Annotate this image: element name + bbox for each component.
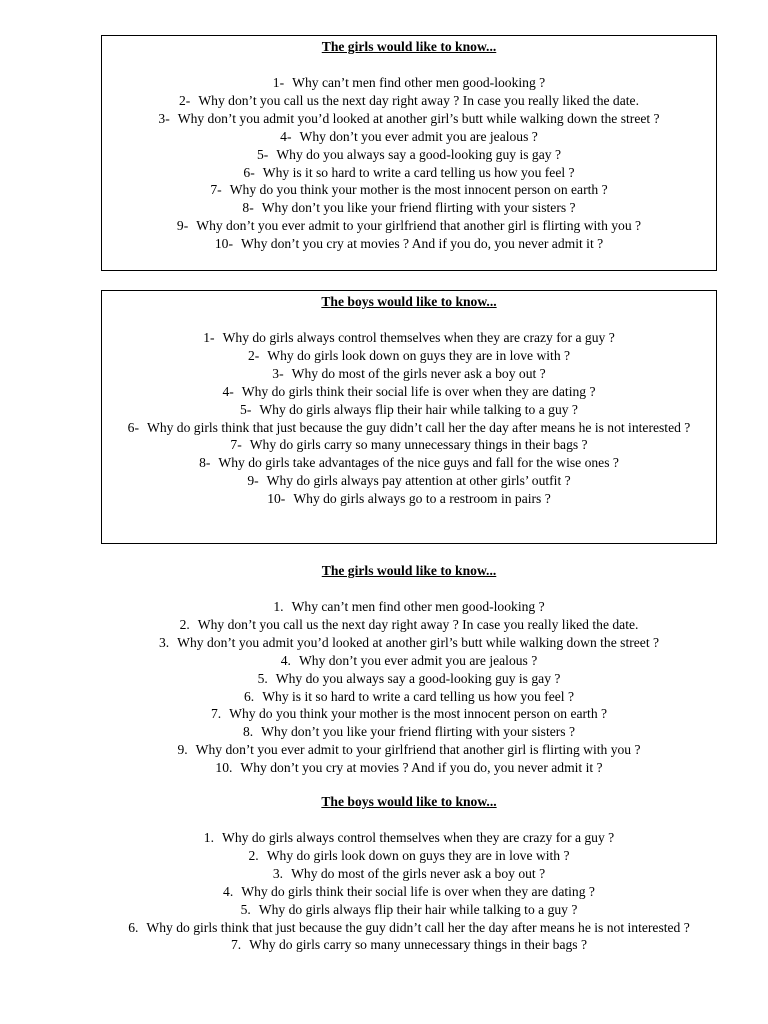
section-heading: The boys would like to know... xyxy=(321,794,497,809)
question-number: 1- xyxy=(203,330,215,345)
question-number: 8- xyxy=(199,455,211,471)
question-item xyxy=(102,383,716,401)
question-text: Why don’t you ever admit to your girlfriend that another girl is flirting with you ? xyxy=(196,218,642,234)
question-text: Why do girls always control themselves when they are crazy for a guy ? xyxy=(222,830,615,845)
question-list xyxy=(102,74,716,253)
question-number: 9. xyxy=(177,742,188,758)
question-item xyxy=(101,883,717,901)
question-number: 4. xyxy=(223,883,234,899)
question-number: 3- xyxy=(272,365,284,381)
section-heading: The girls would like to know... xyxy=(321,563,497,578)
section-heading: The girls would like to know... xyxy=(321,39,497,54)
question-text: Why can’t men find other men good-looking ? xyxy=(292,75,546,90)
question-text: Why don’t you ever admit you are jealous ? xyxy=(298,652,538,668)
question-item xyxy=(101,670,717,688)
question-number: 2- xyxy=(179,92,191,108)
question-item xyxy=(102,146,716,164)
question-number: 3- xyxy=(158,110,170,126)
question-text: Why do girls look down on guys they are in love with ? xyxy=(266,847,570,863)
question-item xyxy=(102,199,716,217)
question-text: Why don’t you cry at movies ? And if you do, you never admit it ? xyxy=(240,760,603,776)
question-item xyxy=(102,401,716,419)
question-number: 10. xyxy=(215,760,233,776)
question-item xyxy=(102,472,716,490)
question-text: Why do most of the girls never ask a boy out ? xyxy=(291,865,546,881)
question-text: Why do girls always flip their hair while talking to a guy ? xyxy=(258,901,578,917)
question-number: 4. xyxy=(280,652,291,668)
question-text: Why don’t you like your friend flirting with your sisters ? xyxy=(261,724,576,740)
question-text: Why do girls always pay attention at other girls’ outfit ? xyxy=(266,473,571,489)
question-text: Why do you think your mother is the most innocent person on earth ? xyxy=(229,706,608,722)
question-item xyxy=(102,181,716,199)
question-text: Why don’t you admit you’d looked at another girl’s butt while walking down the street ? xyxy=(177,634,660,650)
question-number: 8. xyxy=(242,724,254,740)
question-item xyxy=(102,217,716,235)
question-number: 7- xyxy=(230,437,242,453)
question-item xyxy=(102,454,716,472)
question-text: Why do girls think that just because the guy didn’t call her the day after means he is not interested ? xyxy=(146,419,691,435)
question-number: 2. xyxy=(248,847,259,863)
question-text: Why do girls think that just because the guy didn’t call her the day after means he is not interested ? xyxy=(146,919,690,935)
question-item xyxy=(101,847,717,865)
question-item xyxy=(102,436,716,454)
question-number: 10- xyxy=(214,236,233,252)
question-number: 6. xyxy=(128,919,139,935)
question-number: 2- xyxy=(247,347,260,363)
question-text: Why don’t you call us the next day right away ? In case you really liked the date. xyxy=(198,92,639,108)
question-text: Why do girls take advantages of the nice guys and fall for the wise ones ? xyxy=(218,455,619,471)
question-number: 5. xyxy=(240,901,251,917)
question-text: Why is it so hard to write a card telling us how you feel ? xyxy=(262,164,575,180)
question-text: Why is it so hard to write a card telling us how you feel ? xyxy=(262,688,575,704)
question-list xyxy=(101,829,717,954)
question-number: 7. xyxy=(210,706,222,722)
boys-questions-box xyxy=(101,290,717,544)
question-number: 4- xyxy=(280,128,292,144)
question-item xyxy=(102,365,716,383)
question-number: 4- xyxy=(222,383,234,399)
question-text: Why do girls carry so many unnecessary things in their bags ? xyxy=(249,937,588,953)
question-text: Why do girls always go to a restroom in pairs ? xyxy=(293,491,551,507)
question-list xyxy=(101,598,717,777)
question-item xyxy=(102,128,716,146)
boys-questions-section xyxy=(101,791,717,954)
question-item xyxy=(101,616,717,634)
section-heading: The boys would like to know... xyxy=(321,294,497,309)
question-number: 9- xyxy=(247,473,259,489)
question-item xyxy=(102,419,716,437)
question-text: Why don’t you ever admit to your girlfriend that another girl is flirting with you ? xyxy=(195,742,641,758)
question-item xyxy=(101,723,717,741)
question-text: Why do you always say a good-looking guy is gay ? xyxy=(275,670,561,686)
question-number: 9- xyxy=(176,218,189,234)
question-number: 5. xyxy=(257,670,268,686)
question-text: Why do girls carry so many unnecessary things in their bags ? xyxy=(249,437,588,453)
question-number: 6. xyxy=(243,688,255,704)
question-item xyxy=(102,164,716,182)
question-item xyxy=(101,634,717,652)
question-item xyxy=(101,936,717,954)
question-number: 7. xyxy=(230,937,242,953)
question-number: 6- xyxy=(243,164,255,180)
question-number: 2. xyxy=(179,616,190,632)
question-number: 5- xyxy=(257,146,269,162)
question-number: 8- xyxy=(242,200,254,216)
question-text: Why can’t men find other men good-looking ? xyxy=(291,599,545,614)
question-item xyxy=(101,901,717,919)
question-text: Why do girls think their social life is over when they are dating ? xyxy=(241,883,595,899)
question-item xyxy=(101,829,717,847)
question-number: 1. xyxy=(203,830,214,845)
question-item xyxy=(101,705,717,723)
question-text: Why don’t you cry at movies ? And if you do, you never admit it ? xyxy=(240,236,604,252)
question-number: 3. xyxy=(272,865,284,881)
question-item xyxy=(102,110,716,128)
question-item xyxy=(102,92,716,110)
question-text: Why do most of the girls never ask a boy out ? xyxy=(291,365,546,381)
question-number: 5- xyxy=(240,401,252,417)
question-item xyxy=(101,598,717,616)
question-item xyxy=(102,490,716,508)
question-item xyxy=(102,235,716,253)
question-item xyxy=(101,688,717,706)
question-number: 7- xyxy=(210,182,222,198)
question-item xyxy=(101,919,717,937)
question-number: 10- xyxy=(267,491,286,507)
girls-questions-section xyxy=(101,560,717,777)
question-number: 1- xyxy=(272,75,285,90)
question-text: Why don’t you call us the next day right away ? In case you really liked the date. xyxy=(197,616,639,632)
question-text: Why do girls always control themselves when they are crazy for a guy ? xyxy=(222,330,615,345)
question-text: Why do girls always flip their hair while talking to a guy ? xyxy=(259,401,578,417)
question-item xyxy=(101,759,717,777)
question-text: Why do you think your mother is the most innocent person on earth ? xyxy=(229,182,608,198)
question-item xyxy=(102,347,716,365)
question-text: Why don’t you admit you’d looked at another girl’s butt while walking down the street ? xyxy=(177,110,660,126)
question-number: 1. xyxy=(273,599,284,614)
question-text: Why do girls think their social life is over when they are dating ? xyxy=(241,383,596,399)
question-number: 6- xyxy=(127,419,139,435)
question-text: Why don’t you like your friend flirting with your sisters ? xyxy=(261,200,576,216)
question-text: Why do you always say a good-looking guy is gay ? xyxy=(276,146,561,162)
question-item xyxy=(102,74,716,92)
question-item xyxy=(101,865,717,883)
question-number: 3. xyxy=(158,634,170,650)
question-item xyxy=(101,652,717,670)
question-list xyxy=(102,329,716,508)
question-item xyxy=(102,329,716,347)
girls-questions-box xyxy=(101,35,717,271)
question-item xyxy=(101,741,717,759)
question-text: Why do girls look down on guys they are in love with ? xyxy=(267,347,571,363)
question-text: Why don’t you ever admit you are jealous ? xyxy=(299,128,538,144)
